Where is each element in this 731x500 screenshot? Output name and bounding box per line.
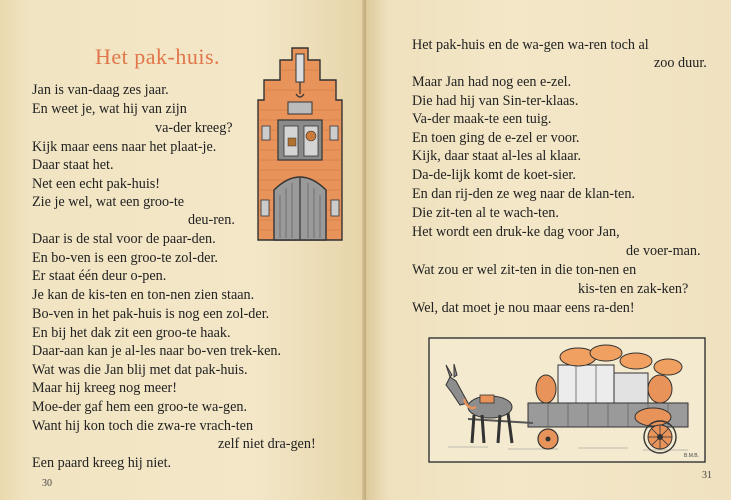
text-line: Maar hij kreeg nog meer! bbox=[32, 380, 177, 396]
page-number: 31 bbox=[702, 470, 712, 481]
text-line: Een paard kreeg hij niet. bbox=[32, 455, 172, 471]
text-line: Bo-ven in het pak-huis is nog een zol-der. bbox=[32, 306, 270, 322]
text-line: va-der kreeg? bbox=[155, 120, 233, 136]
page-number: 30 bbox=[42, 478, 52, 489]
text-line: Daar-aan kan je al-les naar bo-ven trek-ken. bbox=[32, 343, 282, 359]
text-line: zoo duur. bbox=[654, 55, 707, 71]
text-line: En toen ging de e-zel er voor. bbox=[412, 130, 580, 146]
text-line: Het pak-huis en de wa-gen wa-ren toch al bbox=[412, 37, 649, 53]
text-line: Zie je wel, wat een groo-te bbox=[32, 194, 185, 210]
text-line: Wat zou er wel zit-ten in die ton-nen en bbox=[412, 262, 637, 278]
text-line: de voer-man. bbox=[626, 243, 701, 259]
text-line: Net een echt pak-huis! bbox=[32, 176, 161, 192]
text-line: Want hij kon toch die zwa-re vrach-ten bbox=[32, 418, 254, 434]
text-line: Je kan de kis-ten en ton-nen zien staan. bbox=[32, 287, 255, 303]
text-line: kis-ten en zak-ken? bbox=[578, 281, 689, 297]
text-line: Wat was die Jan blij met dat pak-huis. bbox=[32, 362, 248, 378]
text-line: deu-ren. bbox=[188, 212, 235, 228]
text-line: zelf niet dra-gen! bbox=[218, 436, 316, 452]
text-line: Die had hij van Sin-ter-klaas. bbox=[412, 93, 579, 109]
warehouse-illustration bbox=[250, 40, 350, 245]
text-line: Moe-der gaf hem een groo-te wa-gen. bbox=[32, 399, 248, 415]
text-line: Het wordt een druk-ke dag voor Jan, bbox=[412, 224, 620, 240]
donkey-cart-illustration bbox=[428, 337, 706, 463]
text-line: Va-der maak-te een tuig. bbox=[412, 111, 552, 127]
right-page bbox=[366, 0, 731, 500]
text-line: Daar staat het. bbox=[32, 157, 114, 173]
text-line: Wel, dat moet je nou maar eens ra-den! bbox=[412, 300, 635, 316]
text-line: Kijk maar eens naar het plaat-je. bbox=[32, 139, 217, 155]
text-line: En dan rij-den ze weg naar de klan-ten. bbox=[412, 186, 635, 202]
text-line: Die zit-ten al te wach-ten. bbox=[412, 205, 559, 221]
text-line: Maar Jan had nog een e-zel. bbox=[412, 74, 572, 90]
text-line: Jan is van-daag zes jaar. bbox=[32, 82, 169, 98]
text-line: En weet je, wat hij van zijn bbox=[32, 101, 187, 117]
text-line: Er staat één deur o-pen. bbox=[32, 268, 167, 284]
text-line: En bij het dak zit een groo-te haak. bbox=[32, 325, 231, 341]
illustration-signature: B.M.B. bbox=[684, 453, 700, 459]
text-line: En bo-ven is een groo-te zol-der. bbox=[32, 250, 218, 266]
text-line: Daar is de stal voor de paar-den. bbox=[32, 231, 216, 247]
text-line: Kijk, daar staat al-les al klaar. bbox=[412, 148, 581, 164]
page-title: Het pak-huis. bbox=[95, 44, 221, 69]
text-line: Da-de-lijk komt de koet-sier. bbox=[412, 167, 576, 183]
